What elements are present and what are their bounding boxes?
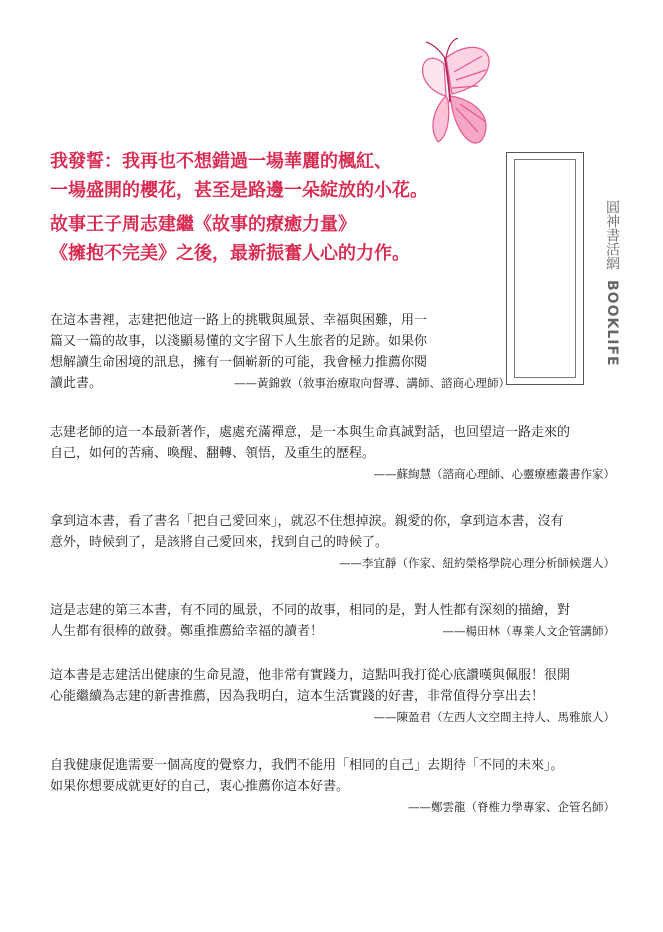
endorsement-line: 自我健康促進需要一個高度的覺察力，我們不能用「相同的自己」去期待「不同的未來」。 <box>50 758 564 773</box>
headline-author-line2: 《擁抱不完美》之後，最新振奮人心的力作。 <box>50 243 410 264</box>
endorsement-line: 想解讀生命困境的訊息，擁有一個嶄新的可能，我會極力推薦你閱 <box>50 355 428 370</box>
endorsement-2 <box>50 422 615 485</box>
endorsement-line: 心能繼續為志建的新書推薦，因為我明白，這本生活實踐的好書，非常值得分享出去！ <box>50 689 545 704</box>
endorsement-last: 人生都有很棒的啟發。鄭重推薦給幸福的讀者！ <box>50 624 324 639</box>
endorsement-line: 這是志建的第三本書，有不同的風景，不同的故事，相同的是，對人性都有深刻的描繪，對 <box>50 603 571 618</box>
endorsement-line: 自己，如何的苦痛、喚醒、翻轉、領悟，及重生的歷程。 <box>50 446 376 461</box>
headline-vow <box>50 147 428 205</box>
endorsement-signature: ——李宜靜（作家、紐約榮格學院心理分析師候選人） <box>339 556 615 570</box>
endorsement-6 <box>50 755 615 818</box>
endorsement-line: 篇又一篇的故事，以淺顯易懂的文字留下人生旅者的足跡。如果你 <box>50 334 428 349</box>
endorsement-last: 讀此書。 <box>50 376 103 391</box>
endorsement-line: 如果你想要成就更好的自己，衷心推薦你這本好書。 <box>50 779 350 794</box>
endorsement-3 <box>50 511 615 574</box>
publisher-brand: BOOKLIFE <box>604 280 620 368</box>
headline-author-line1: 故事王子周志建繼《故事的療癒力量》 <box>50 214 356 235</box>
endorsement-signature: ——鄭雲龍（脊椎力學專家、企管名師） <box>408 800 615 814</box>
headline-author <box>50 210 410 268</box>
headline-vow-line2: 一場盛開的櫻花，甚至是路邊一朵綻放的小花。 <box>50 180 428 201</box>
endorsement-signature: ——黃錦敦（敘事治療取向督導、講師、諮商心理師） <box>234 376 510 390</box>
endorsement-signature: ——蘇絢慧（諮商心理師、心靈療癒叢書作家） <box>373 467 615 481</box>
endorsement-line: 意外，時候到了，是該將自己愛回來，找到自己的時候了。 <box>50 535 389 550</box>
endorsement-line: 志建老師的這一本最新著作，處處充滿禪意，是一本與生命真誠對話，也回望這一路走來的 <box>50 425 571 440</box>
butterfly-illustration <box>398 38 498 150</box>
endorsement-line: 這本書是志建活出健康的生命見證，他非常有實踐力，這點叫我打從心底讚嘆與佩服！很開 <box>50 668 571 683</box>
endorsement-1 <box>50 310 510 394</box>
endorsement-last-line <box>50 621 615 642</box>
endorsement-4 <box>50 600 615 642</box>
endorsement-signature: ——陳盈君（左西人文空間主持人、馬雅旅人） <box>373 710 615 724</box>
endorsement-signature: ——楊田林（專業人文企管講師） <box>442 624 615 638</box>
endorsement-5 <box>50 665 615 728</box>
endorsement-line: 拿到這本書，看了書名「把自己愛回來」，就忍不住想掉淚。親愛的你，拿到這本書，沒有 <box>50 514 564 529</box>
publisher-vertical-label <box>602 200 622 367</box>
endorsement-last-line <box>50 373 510 394</box>
publisher-name: 圓神書活網 <box>604 200 620 270</box>
barcode-placeholder-box <box>506 152 584 385</box>
endorsement-line: 在這本書裡，志建把他這一路上的挑戰與風景、幸福與困難，用一 <box>50 313 428 328</box>
headline-vow-line1: 我發誓：我再也不想錯過一場華麗的楓紅、 <box>50 151 392 172</box>
